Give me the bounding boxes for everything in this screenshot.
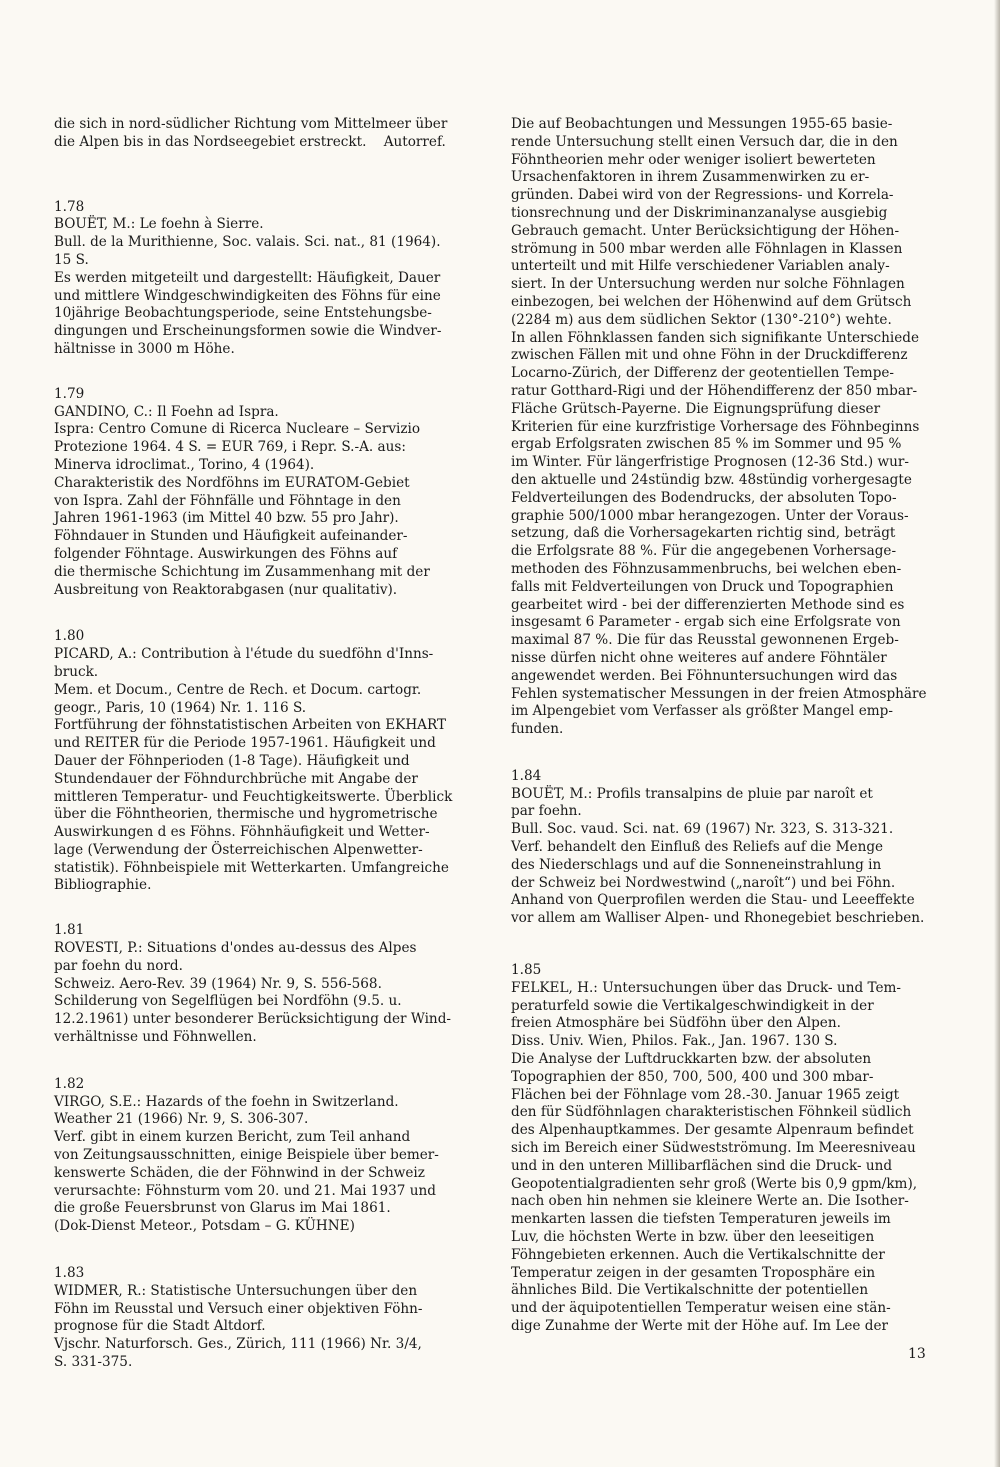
entry-line: 10jährige Beobachtungsperiode, seine Entstehungsbe- xyxy=(54,305,432,322)
entry-line: FELKEL, H.: Untersuchungen über das Druck- und Tem- xyxy=(511,979,902,996)
text-line: Ursachenfaktoren in ihrem Zusammenwirken zu er- xyxy=(511,169,870,186)
right-column xyxy=(511,116,939,1336)
text-line: rende Untersuchung stellt einen Versuch dar, die in den xyxy=(511,133,898,150)
text-line: im Winter. Für längerfristige Prognosen (12-36 Std.) wur- xyxy=(511,454,910,471)
entry-line: Mem. et Docum., Centre de Rech. et Docum. cartogr. xyxy=(54,681,422,698)
entry-line: und der äquipotentiellen Temperatur weisen eine stän- xyxy=(511,1300,891,1317)
entry-line: Es werden mitgeteilt und dargestellt: Häufigkeit, Dauer xyxy=(54,269,441,286)
bibliography-entry xyxy=(54,386,476,600)
entry-line: Protezione 1964. 4 S. = EUR 769, i Repr. S.-A. aus: xyxy=(54,439,406,456)
entry-line: Anhand von Querprofilen werden die Stau- und Leeeffekte xyxy=(511,892,915,909)
entry-line: verhältnisse und Föhnwellen. xyxy=(54,1029,257,1046)
right-entries xyxy=(511,768,939,1336)
text-line: funden. xyxy=(511,721,564,738)
text-line: die Erfolgsrate 88 %. Für die angegebenen Vorhersage- xyxy=(511,543,897,560)
entry-line: Temperatur zeigen in der gesamten Troposphäre ein xyxy=(511,1264,876,1281)
entry-line: den für Südföhnlagen charakteristischen Föhnkeil südlich xyxy=(511,1104,912,1121)
entry-line: die große Feuersbrunst von Glarus im Mai 1861. xyxy=(54,1200,391,1217)
entry-line: Vjschr. Naturforsch. Ges., Zürich, 111 (1966) Nr. 3/4, xyxy=(54,1336,422,1353)
entry-line: GANDINO, C.: Il Foehn ad Ispra. xyxy=(54,403,279,420)
text-line: im Alpengebiet vom Verfasser als größter Mangel emp- xyxy=(511,703,893,720)
entry-line: hältnisse in 3000 m Höhe. xyxy=(54,340,235,357)
entry-line: BOUËT, M.: Le foehn à Sierre. xyxy=(54,216,264,233)
entry-line: VIRGO, S.E.: Hazards of the foehn in Switzerland. xyxy=(54,1093,399,1110)
entry-line: ähnliches Bild. Die Vertikalschnitte der potentiellen xyxy=(511,1282,869,1299)
entry-line: Föhndauer in Stunden und Häufigkeit aufeinander- xyxy=(54,528,408,545)
entry-line: und REITER für die Periode 1957-1961. Häufigkeit und xyxy=(54,735,436,752)
entry-number: 1.79 xyxy=(54,385,85,402)
entry-line: Geopotentialgradienten sehr groß (Werte bis 0,9 gpm/km), xyxy=(511,1175,918,1192)
entry-line: vor allem am Walliser Alpen- und Rhonegebiet beschrieben. xyxy=(511,910,925,927)
text-line: zwischen Fällen mit und ohne Föhn in der Druckdifferenz xyxy=(511,347,908,364)
text-line: Fläche Grütsch-Payerne. Die Eignungsprüfung dieser xyxy=(511,400,881,417)
entry-line: Schilderung von Segelflügen bei Nordföhn (9.5. u. xyxy=(54,993,402,1010)
entry-line: des Niederschlags und auf die Sonneneinstrahlung in xyxy=(511,856,882,873)
text-line: Fehlen systematischer Messungen in der freien Atmosphäre xyxy=(511,685,927,702)
text-line: Locarno-Zürich, der Differenz der geotentiellen Tempe- xyxy=(511,365,895,382)
left-column xyxy=(54,116,476,1372)
entry-line: Flächen bei der Föhnlage vom 28.-30. Januar 1965 zeigt xyxy=(511,1086,900,1103)
entry-line: von Ispra. Zahl der Föhnfälle und Föhntage in den xyxy=(54,492,401,509)
text-line: die sich in nord-südlicher Richtung vom Mittelmeer über xyxy=(54,116,448,132)
entry-line: Verf. gibt in einem kurzen Bericht, zum Teil anhand xyxy=(54,1129,411,1146)
entry-line: und mittlere Windgeschwindigkeiten des Föhns für eine xyxy=(54,287,441,304)
bibliography-entry xyxy=(54,199,476,359)
entry-line: Bull. Soc. vaud. Sci. nat. 69 (1967) Nr. 323, S. 313-321. xyxy=(511,821,894,838)
entry-line: Auswirkungen d es Föhns. Föhnhäufigkeit und Wetter- xyxy=(54,824,430,841)
entry-line: par foehn du nord. xyxy=(54,957,183,974)
entry-line: Jahren 1961-1963 (im Mittel 40 bzw. 55 pro Jahr). xyxy=(54,510,399,527)
entry-line: PICARD, A.: Contribution à l'étude du suedföhn d'Inns- xyxy=(54,646,434,663)
page-edge-shadow xyxy=(994,0,1000,1467)
text-line: ratur Gotthard-Rigi und der Höhendifferenz der 850 mbar- xyxy=(511,382,918,399)
text-line: nisse dürfen nicht ohne weiteres auf andere Föhntäler xyxy=(511,649,887,666)
left-intro xyxy=(54,116,476,152)
entry-line: und in den unteren Millibarflächen sind die Druck- und xyxy=(511,1157,893,1174)
bibliography-entry xyxy=(511,768,939,928)
entry-line: Schweiz. Aero-Rev. 39 (1964) Nr. 9, S. 556-568. xyxy=(54,975,382,992)
entry-line: Ispra: Centro Comune di Ricerca Nucleare – Servizio xyxy=(54,421,421,438)
entry-line: Die Analyse der Luftdruckkarten bzw. der absoluten xyxy=(511,1051,872,1068)
entry-line: verursachte: Föhnsturm vom 20. und 21. Mai 1937 und xyxy=(54,1182,436,1199)
entry-line: prognose für die Stadt Altdorf. xyxy=(54,1318,266,1335)
text-line: Kriterien für eine kurzfristige Vorhersage des Föhnbeginns xyxy=(511,418,920,435)
entry-line: (Dok-Dienst Meteor., Potsdam – G. KÜHNE) xyxy=(54,1218,355,1235)
text-line: Föhntheorien mehr oder weniger isoliert bewerteten xyxy=(511,151,876,168)
entry-line: mittleren Temperatur- und Feuchtigkeitswerte. Überblick xyxy=(54,788,453,805)
entry-line: von Zeitungsausschnitten, einige Beispiele über bemer- xyxy=(54,1147,439,1164)
text-line: Die auf Beobachtungen und Messungen 1955-65 basie- xyxy=(511,116,893,132)
entry-line: S. 331-375. xyxy=(54,1354,133,1371)
entry-line: 15 S. xyxy=(54,251,89,268)
entry-line: der Schweiz bei Nordwestwind („naroît“) und bei Föhn. xyxy=(511,874,896,891)
entry-line: lage (Verwendung der Österreichischen Alpenwetter- xyxy=(54,841,423,858)
entry-line: Dauer der Föhnperioden (1-8 Tage). Häufigkeit und xyxy=(54,752,410,769)
text-line: gründen. Dabei wird von der Regressions- und Korrela- xyxy=(511,187,894,204)
entry-line: die thermische Schichtung im Zusammenhang mit der xyxy=(54,563,430,580)
entry-line: folgender Föhntage. Auswirkungen des Föhns auf xyxy=(54,545,398,562)
entry-line: Minerva idroclimat., Torino, 4 (1964). xyxy=(54,456,315,473)
text-line: graphie 500/1000 mbar herangezogen. Unter der Voraus- xyxy=(511,507,909,524)
text-line: methoden des Föhnzusammenbruchs, bei welchen eben- xyxy=(511,560,902,577)
entry-line: sich im Bereich einer Südwestströmung. Im Meeresniveau xyxy=(511,1140,916,1157)
entry-line: dige Zunahme der Werte mit der Höhe auf. Im Lee der xyxy=(511,1318,889,1334)
entry-line: Verf. behandelt den Einfluß des Reliefs auf die Menge xyxy=(511,839,884,856)
entry-line: nach oben hin nehmen sie kleinere Werte an. Die Isother- xyxy=(511,1193,909,1210)
text-line: unterteilt und mit Hilfe verschiedener Variablen analy- xyxy=(511,258,890,275)
entry-line: 12.2.1961) unter besonderer Berücksichtigung der Wind- xyxy=(54,1011,451,1028)
entry-line: Bull. de la Murithienne, Soc. valais. Sci. nat., 81 (1964). xyxy=(54,234,441,251)
bibliography-entry xyxy=(54,1076,476,1236)
entry-line: dingungen und Erscheinungsformen sowie die Windver- xyxy=(54,323,442,340)
entry-line: geogr., Paris, 10 (1964) Nr. 1. 116 S. xyxy=(54,699,307,716)
entry-number: 1.83 xyxy=(54,1265,85,1282)
left-entries xyxy=(54,199,476,1372)
entry-line: Stundendauer der Föhndurchbrüche mit Angabe der xyxy=(54,770,418,787)
entry-line: Diss. Univ. Wien, Philos. Fak., Jan. 1967. 130 S. xyxy=(511,1033,838,1050)
entry-line: über die Föhntheorien, thermische und hygrometrische xyxy=(54,806,438,823)
text-line: Gebrauch gemacht. Unter Berücksichtigung der Höhen- xyxy=(511,222,900,239)
bibliography-entry xyxy=(54,1265,476,1372)
text-line: gearbeitet wird - bei der differenzierten Methode sind es xyxy=(511,596,905,613)
text-line: ergab Erfolgsraten zwischen 85 % im Sommer und 95 % xyxy=(511,436,902,453)
entry-line: Charakteristik des Nordföhns im EURATOM-Gebiet xyxy=(54,474,410,491)
entry-line: Topographien der 850, 700, 500, 400 und 300 mbar- xyxy=(511,1068,874,1085)
entry-line: peraturfeld sowie die Vertikalgeschwindigkeit in der xyxy=(511,997,874,1014)
text-line: maximal 87 %. Die für das Reusstal gewonnenen Ergeb- xyxy=(511,632,899,649)
entry-line: Bibliographie. xyxy=(54,877,152,894)
text-line: In allen Föhnklassen fanden sich signifikante Unterschiede xyxy=(511,329,920,346)
entry-line: Ausbreitung von Reaktorabgasen (nur qualitativ). xyxy=(54,581,398,598)
entry-number: 1.81 xyxy=(54,922,85,939)
text-line: den aktuelle und 24stündig bzw. 48stündig vorhergesagte xyxy=(511,471,912,488)
entry-line: kenswerte Schäden, die der Föhnwind in der Schweiz xyxy=(54,1164,425,1181)
entry-number: 1.84 xyxy=(511,767,542,784)
entry-line: Luv, die höchsten Werte in bzw. über den leeseitigen xyxy=(511,1229,875,1246)
bibliography-entry xyxy=(511,962,939,1336)
entry-line: des Alpenhauptkammes. Der gesamte Alpenraum befindet xyxy=(511,1122,914,1139)
bibliography-entry xyxy=(54,628,476,895)
text-line: falls mit Feldverteilungen von Druck und Topographien xyxy=(511,578,894,595)
entry-line: par foehn. xyxy=(511,803,582,820)
text-line: tionsrechnung und der Diskriminanzanalyse ausgiebig xyxy=(511,204,888,221)
text-line: siert. In der Untersuchung werden nur solche Föhnlagen xyxy=(511,276,905,293)
entry-line: statistik). Föhnbeispiele mit Wetterkarten. Umfangreiche xyxy=(54,859,449,876)
entry-line: bruck. xyxy=(54,663,99,680)
entry-line: Föhn im Reusstal und Versuch einer objektiven Föhn- xyxy=(54,1300,423,1317)
right-intro xyxy=(511,116,939,739)
text-line: strömung in 500 mbar werden alle Föhnlagen in Klassen xyxy=(511,240,903,257)
text-line: setzung, daß die Vorhersagekarten richtig sind, beträgt xyxy=(511,525,896,542)
text-line: einbezogen, bei welchen der Höhenwind auf dem Grütsch xyxy=(511,293,912,310)
entry-number: 1.82 xyxy=(54,1075,85,1092)
entry-line: ROVESTI, P.: Situations d'ondes au-dessus des Alpes xyxy=(54,940,417,957)
bibliography-entry xyxy=(54,922,476,1047)
entry-line: Fortführung der föhnstatistischen Arbeiten von EKHART xyxy=(54,717,447,734)
entry-line: freien Atmosphäre bei Südföhn über den Alpen. xyxy=(511,1015,841,1032)
entry-number: 1.78 xyxy=(54,198,85,215)
entry-line: BOUËT, M.: Profils transalpins de pluie par naroît et xyxy=(511,785,873,802)
page-number: 13 xyxy=(908,1346,926,1362)
entry-number: 1.85 xyxy=(511,962,542,979)
entry-line: menkarten lassen die tiefsten Temperaturen jeweils im xyxy=(511,1211,891,1228)
text-line: die Alpen bis in das Nordseegebiet erstreckt. Autorref. xyxy=(54,133,446,150)
entry-number: 1.80 xyxy=(54,628,85,645)
text-line: Feldverteilungen des Bodendrucks, der absoluten Topo- xyxy=(511,489,897,506)
text-line: (2284 m) aus dem südlichen Sektor (130°-210°) wehte. xyxy=(511,311,892,328)
text-line: angewendet werden. Bei Föhnuntersuchungen wird das xyxy=(511,667,898,684)
entry-line: Weather 21 (1966) Nr. 9, S. 306-307. xyxy=(54,1111,309,1128)
entry-line: WIDMER, R.: Statistische Untersuchungen über den xyxy=(54,1282,418,1299)
entry-line: Föhngebieten erkennen. Auch die Vertikalschnitte der xyxy=(511,1246,885,1263)
text-line: insgesamt 6 Parameter - ergab sich eine Erfolgsrate von xyxy=(511,614,901,631)
